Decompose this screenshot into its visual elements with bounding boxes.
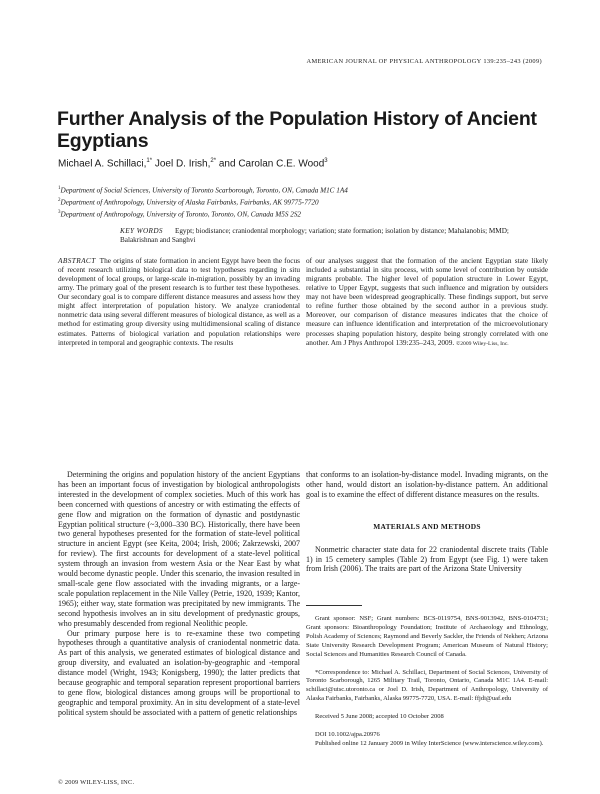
author-name[interactable]: Michael A. Schillaci,: [58, 158, 147, 170]
author-marker: 2*: [210, 158, 217, 164]
footnotes: [306, 605, 548, 749]
footer-copyright: © 2009 WILEY-LISS, INC.: [58, 779, 135, 786]
grant-footnote: Grant sponsor: NSF; Grant numbers: BCS-0119754, BNS-9013942, BNS-0104731; Grant sponsors: Bioanthropology Foundation; Institute of Archaeology and Ethnology, Polish Academy of Sciences; Raymond and Beverly Sackler, the Friends of Nekhen; Arizona State University Research Development Program; American Museum of Natural History; Social Sciences and Humanities Research Council of Canada.: [306, 615, 548, 658]
body-paragraph: Determining the origins and population history of the ancient Egyptians has been an important focus of investigation by biological anthropologists interested in the development of complex societies. Much of this work has been concerned with questions of ancestry or with estimating the effects of gene flow and migration on the formation of dynastic and postdynastic Egyptian political structure (~3,000–330 BC). Historically, there have been two general hypotheses presented for the formation of state-level political structure in ancient Egypt (see Keita, 2004; Irish, 2006; Zakrzewski, 2007 for review). The first accounts for development of a state-level political system through an invasion from western Asia or the Near East by what would become dynastic people. Under this scenario, the invasion resulted in small-scale gene flow associated with the invading migrants, or a large-scale population replacement in the Nile Valley (Petrie, 1920, 1939; Kantor, 1965); either way, state formation was precipitated by new immigrants. The second hypothesis involves an in situ development of predynastic groups, who presumably descended from regional Neolithic people.: [58, 470, 300, 628]
body-paragraph: Our primary purpose here is to re-examine these two competing hypotheses through a quantitative analysis of craniodental nonmetric data. As part of this analysis, we generated estimates of biological distance and group diversity, and evaluated an isolation-by-geographic and -temporal distance model (Wright, 1943; Konigsberg, 1990); the latter predicts that because geographic and temporal separation represent proportional barriers to gene flow, biological distances among groups will be proportional to geographic and temporal proximity. An in situ development of a state-level political system should be associated with a pattern of genetic relationships: [58, 628, 300, 717]
correspondence-footnote: *Correspondence to: Michael A. Schillaci, Department of Social Sciences, University of Toronto Scarborough, 1265 Military Trail, Toronto, Ontario, Canada M1C 1A4. E-mail: schillaci@utsc.utoronto.ca or Joel D. Irish, Department of Anthropology, University of Alaska Fairbanks, Fairbanks, Alaska 99775-7720, USA. E-mail: ffjdi@uaf.edu: [306, 668, 548, 703]
abstract-copyright: ©2009 Wiley-Liss, Inc.: [456, 340, 509, 347]
abstract-text: The origins of state formation in ancient Egypt have been the focus of recent research utilizing biological data to test hypotheses regarding in situ development of local groups, or large-scale in-migration, possibly by an invading army. The primary goal of the present research is to further test these hypotheses. Our secondary goal is to compare different distance measures and assess how they might affect interpretation of population history. We analyze craniodental nonmetric data using several different measures of biological distance, as well as a method for estimating group diversity using multidimensional scaling of distance estimates. Patterns of biological variation and population relationships were interpreted in temporal and geographic contexts. The results: [58, 256, 300, 347]
published-online: Published online 12 January 2009 in Wiley InterScience (www.interscience.wiley.com).: [315, 739, 544, 747]
received-date: Received 5 June 2008; accepted 10 October 2008: [315, 713, 444, 721]
author-name[interactable]: and Carolan C.E. Wood: [218, 158, 325, 170]
author-name[interactable]: Joel D. Irish,: [154, 158, 211, 170]
affiliation: $^2$Department of Anthropology, University of Alaska Fairbanks, Fairbanks, AK 99775-7720: [58, 197, 319, 207]
body-paragraph: Nonmetric character state data for 22 craniodental discrete traits (Table 1) in 15 cemetery samples (Table 2) from Egypt (see Fig. 1) were taken from Irish (2006). The traits are part of the Arizona State University: [306, 544, 548, 574]
keywords: [120, 227, 548, 245]
abstract-right-column: [306, 256, 548, 349]
keywords-text: Egypt; biodistance; craniodental morphology; variation; state formation; isolation by distance; Mahalanobis; MMD; Balakrishnan and Sanghvi: [120, 227, 509, 245]
body-right-column: [306, 470, 548, 574]
running-head: AMERICAN JOURNAL OF PHYSICAL ANTHROPOLOGY 139:235–243 (2009): [306, 58, 542, 65]
affiliation: $^3$Department of Anthropology, University of Toronto, Toronto, ON, Canada M5S 2S2: [58, 209, 302, 219]
footnote-rule: [306, 605, 362, 606]
keywords-label: KEY WORDS: [120, 227, 163, 235]
abstract-left-column: [58, 256, 300, 347]
abstract-label: ABSTRACT: [58, 256, 96, 265]
author-marker: 3: [324, 158, 328, 164]
abstract-text: of our analyses suggest that the formation of the ancient Egyptian state likely included a substantial in situ process, with some level of contribution by outside migrants probable. The higher level of population structure in Lower Egypt, relative to Upper Egypt, suggests that such influence and migration by outsiders may not have been widespread geographically. These findings support, but serve to refine further those obtained by the second author in a previous study. Moreover, our comparison of distance measures indicates that the choice of measure can influence identification and interpretation of the microevolutionary processes shaping population history, despite being strongly correlated with one another. Am J Phys Anthropol 139:235–243, 2009.: [306, 256, 548, 347]
body-paragraph: that conforms to an isolation-by-distance model. Invading migrants, on the other hand, would distort an isolation-by-distance pattern. An additional goal is to examine the effect of different distance measures on the results.: [306, 470, 548, 499]
author-list: [58, 158, 328, 169]
affiliation: $^1$Department of Social Sciences, University of Toronto Scarborough, Toronto, ON, Canada M1C 1A4: [58, 186, 348, 195]
article-title: Further Analysis of the Population History of Ancient Egyptians: [57, 108, 537, 152]
affiliations: [58, 184, 348, 220]
body-left-column: [58, 470, 300, 718]
section-heading: MATERIALS AND METHODS: [373, 521, 481, 531]
doi[interactable]: DOI 10.1002/ajpa.20976: [315, 731, 380, 739]
author-marker: 1*: [146, 158, 153, 164]
